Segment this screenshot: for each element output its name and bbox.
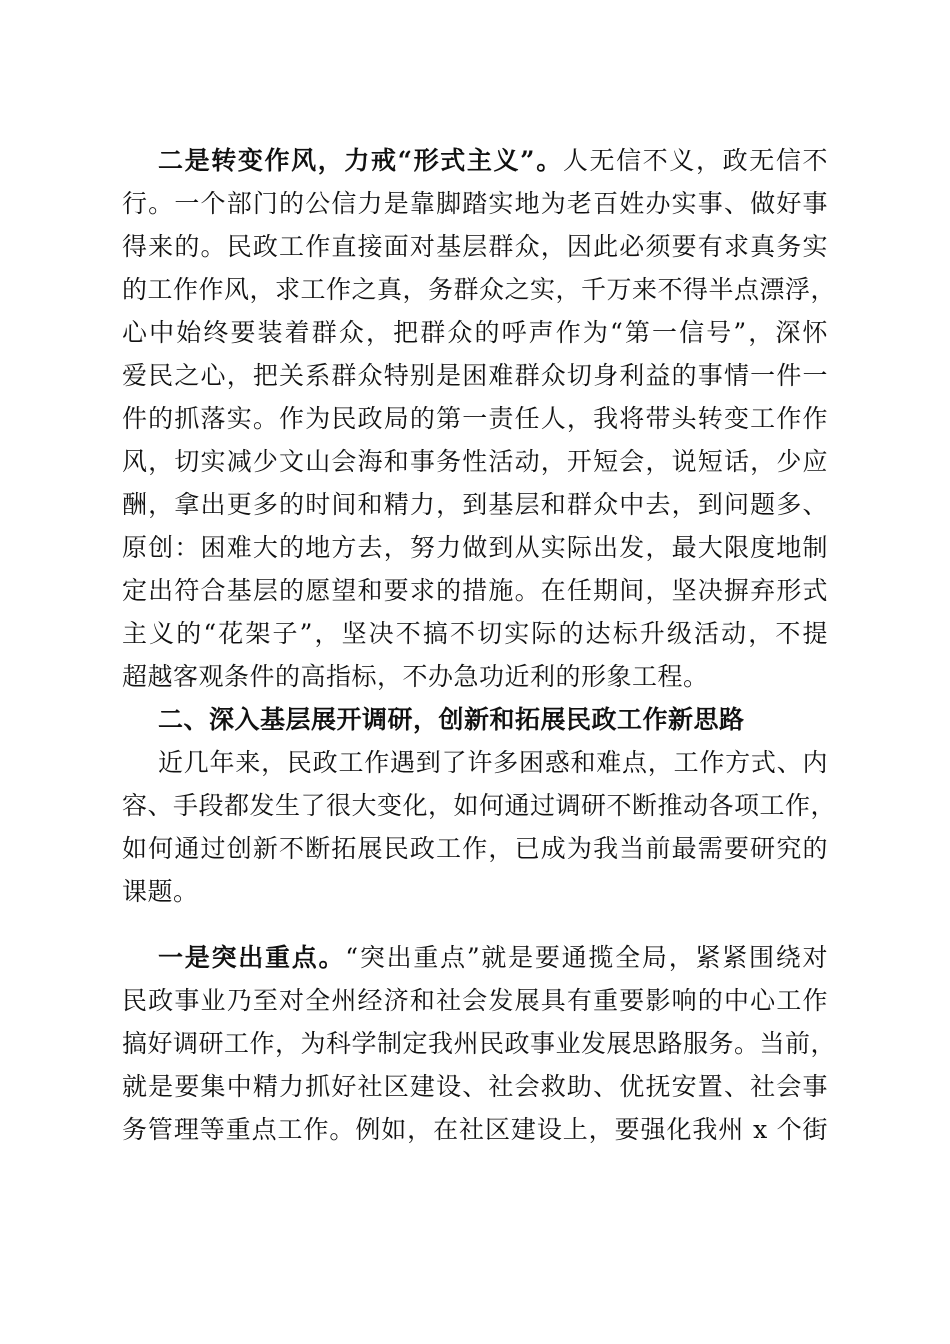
section-heading-2: 二、深入基层展开调研，创新和拓展民政工作新思路 [158, 705, 745, 734]
paragraph-1-line-9: 酬，拿出更多的时间和精力，到基层和群众中去，到问题多、 [122, 490, 828, 519]
paragraph-1-line-7: 件的抓落实。作为民政局的第一责任人，我将带头转变工作作 [122, 404, 828, 433]
paragraph-3-line-1 [158, 941, 828, 975]
paragraph-1-line-4: 的工作作风，求工作之真，务群众之实，千万来不得半点漂浮， [122, 275, 837, 304]
paragraph-2-line-1: 近几年来，民政工作遇到了许多困惑和难点，工作方式、内 [158, 748, 828, 777]
paragraph-1-line-8: 风，切实减少文山会海和事务性活动，开短会，说短话，少应 [122, 447, 828, 476]
paragraph-3-lead: 一是突出重点。 [158, 943, 346, 972]
paragraph-1-line-1 [158, 144, 828, 178]
paragraph-3-line-4: 就是要集中精力抓好社区建设、社会救助、优抚安置、社会事 [122, 1072, 828, 1101]
paragraph-1-line-6: 爱民之心，把关系群众特别是困难群众切身利益的事情一件一 [122, 361, 828, 390]
paragraph-2-line-2: 容、手段都发生了很大变化，如何通过调研不断推动各项工作， [122, 791, 837, 820]
paragraph-3-line-3: 搞好调研工作，为科学制定我州民政事业发展思路服务。当前， [122, 1029, 837, 1058]
paragraph-2-line-3: 如何通过创新不断拓展民政工作，已成为我当前最需要研究的 [122, 834, 828, 863]
paragraph-1-line-10: 原创：困难大的地方去，努力做到从实际出发，最大限度地制 [122, 533, 828, 562]
paragraph-1-line-3: 得来的。民政工作直接面对基层群众，因此必须要有求真务实 [122, 232, 828, 261]
paragraph-2-line-4: 课题。 [122, 877, 199, 906]
paragraph-3-first-line-rest: “突出重点”就是要通揽全局，紧紧围绕对 [345, 943, 828, 972]
paragraph-3-line-5: 务管理等重点工作。例如，在社区建设上，要强化我州 x 个街 [122, 1115, 828, 1144]
paragraph-3-line-2: 民政事业乃至对全州经济和社会发展具有重要影响的中心工作 [122, 986, 828, 1015]
paragraph-1-line-12: 主义的“花架子”，坚决不搞不切实际的达标升级活动，不提 [122, 619, 828, 648]
paragraph-1-line-2: 行。一个部门的公信力是靠脚踏实地为老百姓办实事、做好事 [122, 189, 828, 218]
paragraph-1-line-13: 超越客观条件的高指标，不办急功近利的形象工程。 [122, 662, 709, 691]
paragraph-1-line-5: 心中始终要装着群众，把群众的呼声作为“第一信号”，深怀 [122, 318, 828, 347]
paragraph-1-first-line-rest: 人无信不义，政无信不 [562, 146, 828, 175]
paragraph-1-lead: 二是转变作风，力戒“形式主义”。 [158, 146, 563, 175]
paragraph-1-line-11: 定出符合基层的愿望和要求的措施。在任期间，坚决摒弃形式 [122, 576, 828, 605]
